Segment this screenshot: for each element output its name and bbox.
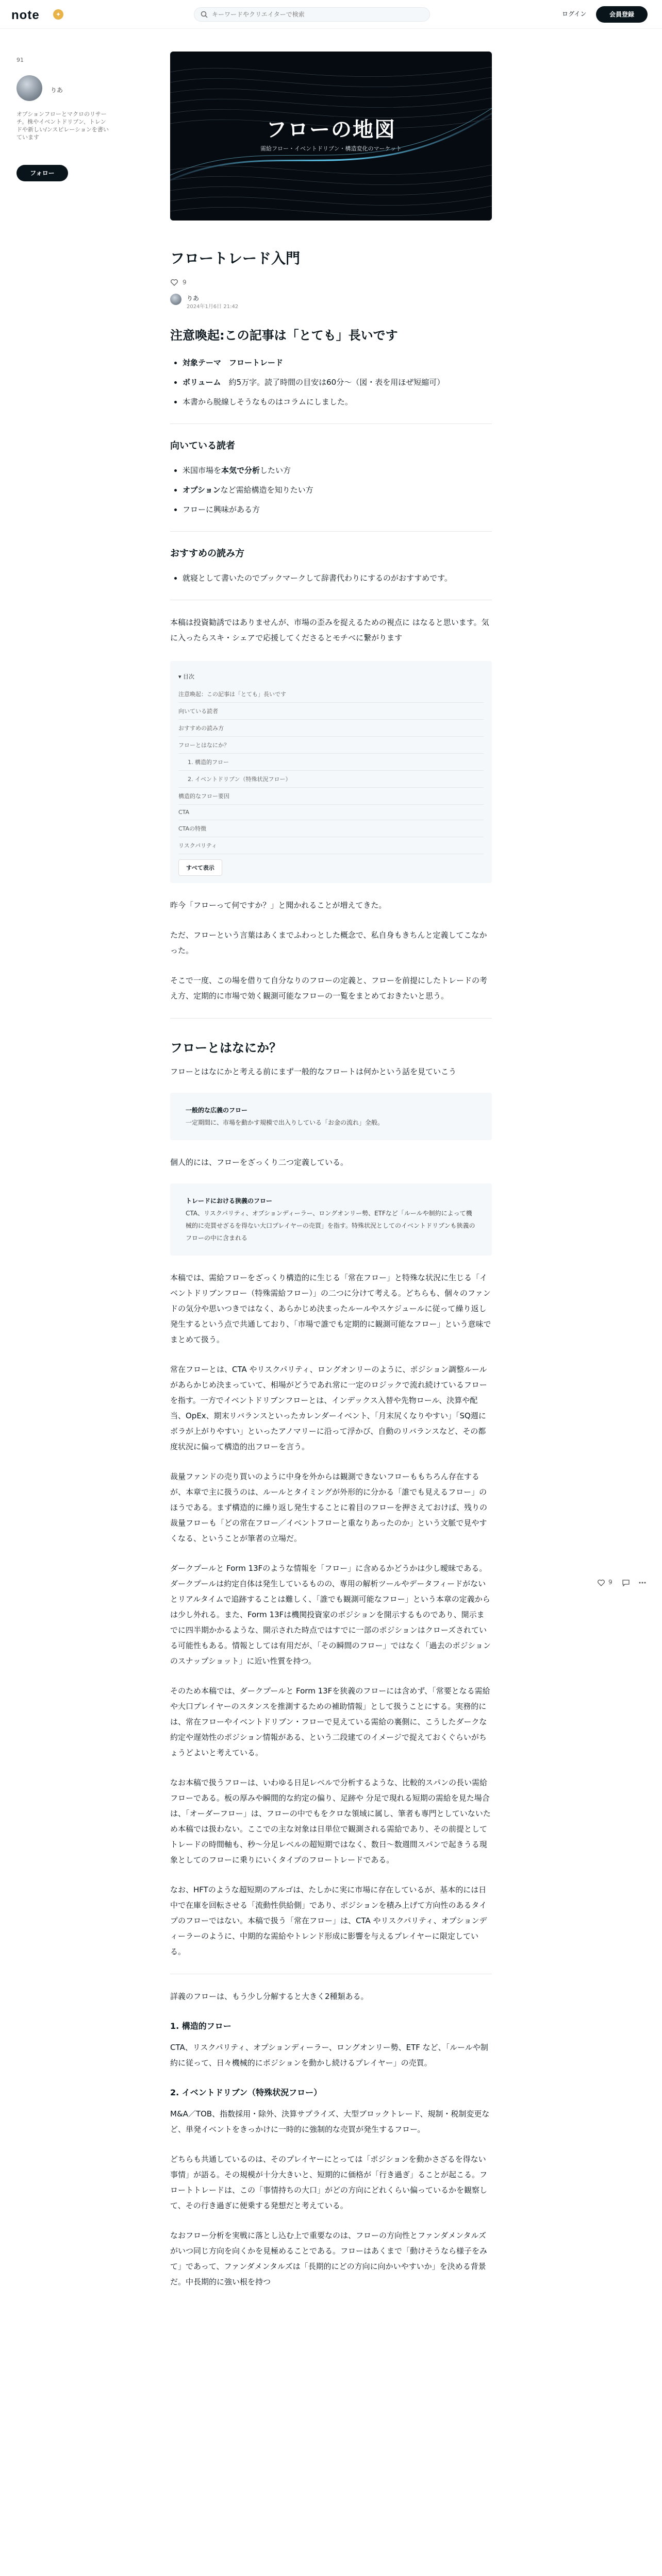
follow-button[interactable]: フォロー bbox=[16, 165, 68, 181]
divider bbox=[170, 423, 492, 424]
author-name-inline[interactable]: りあ bbox=[187, 295, 200, 302]
floating-actions bbox=[597, 1575, 655, 1591]
paragraph: フローとはなにかと考える前にまず一般的なフロートは何かという話を見ていこう bbox=[170, 1067, 457, 1076]
author-row bbox=[170, 294, 492, 311]
quote-body: 一定期間に、市場を動かす規模で出入りしている「お金の流れ」全般。 bbox=[186, 1119, 384, 1126]
note-logo[interactable]: note bbox=[11, 8, 40, 22]
floating-like-count: 9 bbox=[608, 1579, 613, 1586]
warning-list bbox=[183, 355, 492, 409]
divider bbox=[170, 1018, 492, 1019]
toc-item[interactable]: 向いている読者 bbox=[178, 703, 484, 720]
list-item: • 就寝として書いたのでブックマークして辞書代わりにするのがおすすめです。 bbox=[183, 571, 492, 585]
logo-badge-icon: ✦ bbox=[53, 9, 63, 20]
list-item: • 本書から脱線しそうなものはコラムにしました。 bbox=[183, 395, 492, 409]
paragraph: そこで一度、この場を借りて自分なりのフローの定義と、フローを前提にしたトレードの考え方、定期的に市場で効く観測可能なフローの一覧をまとめておきたいと思う。 bbox=[170, 976, 488, 1001]
top-bar bbox=[0, 0, 662, 29]
list-item: • オプションなど需給構造を知りたい方 bbox=[183, 483, 492, 497]
author-avatar[interactable] bbox=[170, 294, 181, 305]
paragraph: 個人的には、フローをざっくり二つ定義している。 bbox=[170, 1158, 349, 1167]
paragraph: 昨今「フローって何ですか？」と聞かれることが増えてきた。 bbox=[170, 901, 387, 910]
quote-block bbox=[170, 1093, 492, 1140]
paragraph: 裁量ファンドの売り買いのように中身を外からは観測できないフローももちろん存在するが、本章で主に扱うのは、ルールとタイミングが外形的に分かる「誰でも見えるフロー」のほうである。まず構造的に繰り返し発生することに着目のフローを押さえておけば、残りの裁量フローも「どの常在フロー／イベントフローと重なりあったのか」という文脈で見やすくなる、ということが筆者の立場だ。 bbox=[170, 1472, 488, 1543]
toc-heading[interactable]: ▾ 目次 bbox=[178, 673, 195, 680]
comment-icon[interactable] bbox=[622, 1579, 630, 1587]
howto-heading: おすすめの読み方 bbox=[170, 548, 245, 559]
toc-item[interactable]: CTAの特徴 bbox=[178, 820, 484, 837]
login-link[interactable]: ログイン bbox=[562, 10, 587, 18]
toc-item[interactable]: CTA bbox=[178, 805, 484, 820]
subheading: 1. 構造的フロー bbox=[170, 2021, 231, 2031]
paragraph: なお、HFTのような超短期のアルゴは、たしかに実に市場に存在しているが、基本的には日中で在庫を回転させる「流動性供給側」であり、ポジションを積み上げて方向性のあるタイプのフローではない。本稿で扱う「常在フロー」は、CTA やリスクパリティ、オプションディーラーのように、中期的な需給やトレンド形成に影響を与えるプレイヤーに限定している。 bbox=[170, 1885, 487, 1956]
audience-list bbox=[183, 463, 492, 517]
toc-item[interactable]: おすすめの読み方 bbox=[178, 720, 484, 737]
hero-image bbox=[170, 52, 492, 221]
heart-icon[interactable] bbox=[170, 278, 178, 286]
paragraph: なおフロー分析を実戦に落とし込む上で重要なのは、フローの方向性とファンダメンタルズがいつ同じ方向を向くかを見極めることである。フローはあくまで「動けそうなら様子をみて」であって、ファンダメンタルズは「長期的にどの方向に向かいやすいか」を決める背景だ。中長期的に強い根を持つ bbox=[170, 2231, 488, 2286]
signup-button[interactable]: 会員登録 bbox=[596, 6, 648, 23]
paragraph: M&A／TOB、指数採用・除外、決算サプライズ、大型ブロックトレード、規制・税制変更など、単発イベントをきっかけに一時的に強制的な売買が発生するフロー。 bbox=[170, 2109, 490, 2134]
paragraph: なお本稿で扱うフローは、いわゆる日足レベルで分析するような、比較的スパンの長い需給フローである。板の厚みや瞬間的な約定の偏り、足跡や 分足で現れる短期の需給を見た場合は、「オーダーフロー」は、フローの中でもをクロな領域に属し、筆者も専門としていないため本稿では扱わない。ここでの主な対象は日単位で観測される需給であり、その前提としてトレードの時間軸も、秒〜分足レベルの超短期ではなく、数日〜数週間スパンで起きうる現象としてのフローに乗りにいくタイプのフロートレードである。 bbox=[170, 1778, 491, 1865]
toc-show-all-button[interactable]: すべて表示 bbox=[178, 859, 222, 876]
paragraph: 常在フローとは、CTA やリスクパリティ、ロングオンリーのように、ポジション調整ルールがあらかじめ決まっていて、相場がどうであれ常に一定のロジックで流れ続けているフローを指す。一方でイベントドリブンフローとは、インデックス入替や先物ロール、決算や配当、OpEx、期末リバランスといったカレンダーイベント、「月末尻くなりやすい」「SQ週にボラが上がりやすい」といったアノマリーに沿って浮かび、自動のリバランスなど、その都度状況に偏って構造的出フローを言う。 bbox=[170, 1365, 487, 1451]
paragraph: 詳義のフローは、もう少し分解すると大きく2種類ある。 bbox=[170, 1992, 369, 2001]
toc-item[interactable]: 構造的なフロー要因 bbox=[178, 788, 484, 805]
list-item: • 米国市場を本気で分析したい方 bbox=[183, 463, 492, 478]
search-icon bbox=[201, 11, 208, 18]
heart-icon[interactable] bbox=[597, 1579, 605, 1587]
quote-heading: 一般的な広義のフロー bbox=[186, 1107, 248, 1114]
like-count: 9 bbox=[183, 279, 187, 286]
quote-heading: トレードにおける狭義のフロー bbox=[186, 1197, 273, 1205]
audience-heading: 向いている読者 bbox=[170, 440, 235, 451]
quote-block bbox=[170, 1183, 492, 1256]
follower-count: 91 bbox=[16, 57, 24, 63]
list-item: • フローに興味がある方 bbox=[183, 502, 492, 517]
publish-date: 2024年1月6日 21:42 bbox=[187, 304, 239, 310]
search-input[interactable] bbox=[212, 8, 423, 21]
toc-item[interactable]: 2. イベントドリブン（特殊状況フロー） bbox=[178, 771, 484, 788]
divider bbox=[170, 531, 492, 532]
disclaimer: 本稿は投資勧誘ではありませんが、市場の歪みを捉えるための視点に はなると思います。気に入ったらスキ・シェアで応援してくださるとモチベに繋がります bbox=[170, 618, 489, 642]
article-main bbox=[170, 52, 492, 2290]
warning-heading: 注意喚起:この記事は「とても」長いです bbox=[170, 328, 398, 343]
toc-item[interactable]: 1. 構造的フロー bbox=[178, 754, 484, 771]
article-title: フロートレード入門 bbox=[170, 250, 301, 267]
hero-title: フローの地図 bbox=[266, 118, 396, 142]
paragraph: 本稿では、需給フローをざっくり構造的に生じる「常在フロー」と特殊な状況に生じる「イベントドリブンフロー（特殊需給フロー）」の二つに分けて考える。どちらも、個々のファンドの気分や思いつきではなく、あらかじめ決まったルールやスケジュールに従って繰り返し発生するという点で共通しており、「市場で誰でも定期的に観測可能なフロー」という意味でまとめて扱う。 bbox=[170, 1273, 491, 1344]
toc-item[interactable]: フローとはなにか？ bbox=[178, 737, 484, 754]
author-bio: オプションフローとマクロのリサーチ。株やイベントドリブン、トレンドや新しい/ンスピレーションを書いています bbox=[16, 111, 109, 141]
more-icon[interactable] bbox=[638, 1579, 647, 1587]
paragraph: CTA、リスクパリティ、オプションディーラー、ロングオンリー勢、ETF など、「ルールや制約に従って、日々機械的にポジションを動かし続けるプレイヤー」の売買。 bbox=[170, 2043, 488, 2067]
list-item: • ボリューム 約5万字。読了時間の目安は60分〜（図・表を用ほぜ短縮可） bbox=[183, 375, 492, 389]
toc-item[interactable]: 注意喚起：この記事は「とても」長いです bbox=[178, 686, 484, 703]
section-heading: フローとはなにか？ bbox=[170, 1041, 282, 1055]
paragraph: ただ、フローという言葉はあくまでふわっとした概念で、私自身もきちんと定義してこなかった。 bbox=[170, 930, 487, 955]
search-box[interactable] bbox=[194, 7, 430, 22]
subheading: 2. イベントドリブン（特殊状況フロー） bbox=[170, 2088, 322, 2097]
toc-item[interactable]: リスクパリティ bbox=[178, 837, 484, 854]
quote-body: CTA、リスクパリティ、オプションディーラー、ロングオンリー勢、ETFなど「ルールや制約によって機械的に売買せざるを得ない大口プレイヤーの売買」を指す。特殊状況としてのイベントドリブンも狭義のフローの中に含まれる bbox=[186, 1210, 475, 1242]
howto-list bbox=[183, 571, 492, 585]
list-item: • 対象テーマ フロートレード bbox=[183, 355, 492, 370]
paragraph: そのため本稿では、ダークプールと Form 13Fを狭義のフローには含めず、「常要となる需給や大口プレイヤーのスタンスを推測するための補助情報」として扱うことにする。実務的には、常在フローやイベントドリブン・フローで見えている需給の裏側に、こうしたダークな約定や遅効性のポジション情報がある、という二段建てのイメージで捉えておくぐらいがちょうどよいと考えている。 bbox=[170, 1686, 490, 1757]
avatar[interactable] bbox=[16, 75, 42, 101]
hero-subtitle: 需給フロー・イベントドリブン・構造変化のマーケット bbox=[260, 145, 402, 152]
author-sidebar bbox=[16, 57, 109, 177]
table-of-contents bbox=[170, 661, 492, 883]
paragraph: どちらも共通しているのは、そのプレイヤーにとっては「ポジションを動かさざるを得ない事情」が語る。その規模が十分大きいと、短期的に価格が「行き過ぎ」ることが起こる。フロートトレードは、この「事情持ちの大口」がどの方向にどれくらい偏っているかを観察して、その行き過ぎに便乗する発想だと考えている。 bbox=[170, 2155, 488, 2210]
author-name[interactable]: りあ bbox=[51, 87, 63, 94]
like-bar bbox=[170, 278, 492, 286]
paragraph: ダークプールと Form 13Fのような情報を「フロー」に含めるかどうかは少し曖昧である。ダークプールは約定自体は発生しているものの、専用の解析ツールやデータフィードがないとリアルタイムで追跡することは難しく、「誰でも観測可能なフロー」という本章の定義からは少し外れる。また、Form 13Fは機関投資家のポジションを開示するものであり、開示までに四半期かかるような、開示された時点ではすでに一部のポジションはクローズされている可能性もある。情報としては有用だが、「その瞬間のフロー」ではなく「過去のポジションのスナップショット」に近い性質を持つ。 bbox=[170, 1564, 491, 1666]
